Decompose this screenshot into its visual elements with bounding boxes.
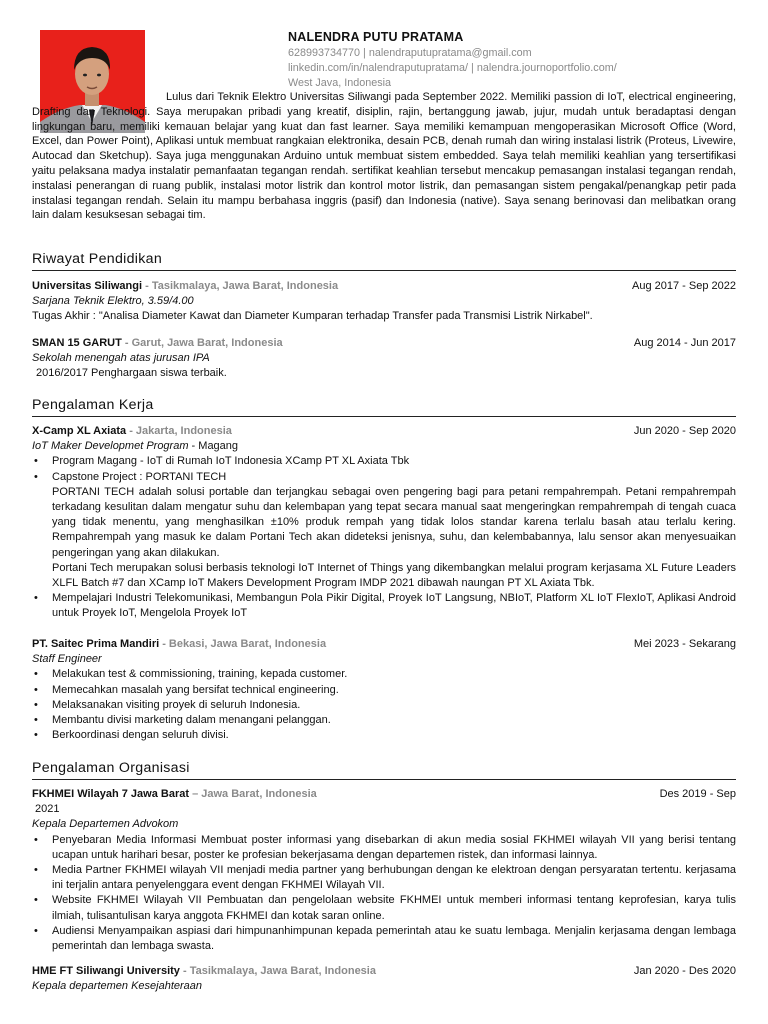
education-institution: SMAN 15 GARUT [32,337,122,349]
list-item: • Berkoordinasi dengan seluruh divisi. [52,728,736,743]
section-title-organization: Pengalaman Organisasi [32,760,736,780]
list-item: • Melakukan test & commissioning, training, kepada customer. [52,667,736,682]
education-entry [32,336,736,382]
education-location: - Tasikmalaya, Jawa Barat, Indonesia [142,280,339,292]
list-item: • Penyebaran Media Informasi Membuat poster informasi yang disebarkan di akun media sosial FKHMEI wilayah VII yang berisi tentang ucapan untuk harihari besar, poster ke profesian bekerjasama dengan departemen ristek, dan informasi lainnya. [52,833,736,863]
education-date: Aug 2017 - Sep 2022 [632,280,736,292]
list-item: • Mempelajari Industri Telekomunikasi, Membangun Pola Pikir Digital, Proyek IoT Langsung, NBIoT, Platform XL IoT FlexIoT, Aplikasi Android untuk Proyek IoT, Mengelola Proyek IoT [52,591,736,621]
organization-name: FKHMEI Wilayah 7 Jawa Barat [32,788,190,800]
work-bullets [32,454,736,621]
education-note: 2016/2017 Penghargaan siswa terbaik. [36,367,227,380]
education-institution: Universitas Siliwangi [32,280,143,292]
work-date: Mei 2023 - Sekarang [633,638,736,650]
organization-date-continued: 2021 [35,803,60,816]
work-company: X-Camp XL Axiata [32,425,127,437]
education-location: - Garut, Jawa Barat, Indonesia [121,337,283,349]
candidate-name: NALENDRA PUTU PRATAMA [288,30,464,44]
contact-location: West Java, Indonesia [288,77,392,89]
summary-intro: Lulus dari Teknik Elektro Universitas Siliwangi pada September 2022. Memiliki passion di IoT, electrical engineering, Drafting dan Teknologi. Saya merupakan pribadi yang kreatif, disiplin, rajin, bertanggung jawab, jujur, mudah untuk beradaptasi dengan lingkungan baru, memiliki kemauan belajar yang kuat dan fast learner. [32,91,736,133]
list-item: • Membantu divisi marketing dalam menangani pelanggan. [52,713,736,728]
education-degree: Sekolah menengah atas jurusan IPA [32,352,210,365]
profile-summary [32,90,736,223]
organization-entry [32,787,736,954]
contact-phone-email[interactable]: 628993734770 | nalendraputupratama@gmail.com [288,47,532,59]
list-item: • Melaksanakan visiting proyek di seluruh Indonesia. [52,698,736,713]
organization-date: Des 2019 - Sep [659,788,736,800]
capstone-program: Portani Tech merupakan solusi berbasis teknologi IoT Internet of Things yang dikembangkan melalui program kerjasama XL Future Leaders XLFL Batch #7 dan XCamp IoT Makers Development Program IMDP 2021 dibawah naungan PT XL Axiata Tbk. [52,561,736,590]
organization-role: Kepala departemen Kesejahteraan [32,980,203,993]
capstone-title: • Capstone Project : PORTANI TECH [52,470,227,483]
organization-location: – Jawa Barat, Indonesia [189,788,317,800]
work-role: Staff Engineer [32,653,102,666]
organization-name: HME FT Siliwangi University [32,965,180,977]
list-item: • Media Partner FKHMEI wilayah VII menjadi media partner yang berhubungan dengan ke elektroan dengan persyaratan tertentu. kerjasama ini terjalin antara penyelenggara event dengan FKHMEI Wilayah VII. [52,863,736,893]
organization-role: Kepala Departemen Advokom [32,818,179,831]
organization-bullets [32,833,736,955]
list-item: • Memecahkan masalah yang bersifat technical engineering. [52,683,736,698]
work-role: IoT Maker Developmet Program [32,440,189,453]
contact-links[interactable]: linkedin.com/in/nalendraputupratama/ | nalendra.journoportfolio.com/ [288,62,617,74]
organization-date: Jan 2020 - Des 2020 [633,965,736,977]
education-note: Tugas Akhir : "Analisa Diameter Kawat dan Diameter Kumparan terhadap Transfer pada Transmisi Listrik Nirkabel". [32,310,593,323]
organization-entry [32,964,736,994]
work-bullets [32,667,736,743]
organization-location: - Tasikmalaya, Jawa Barat, Indonesia [179,965,376,977]
work-entry [32,424,736,622]
summary-skills: Saya memiliki kemampuan mengoperasikan Microsoft Office (Word, Excel, dan Power Point), Aplikasi untuk membuat rangkaian elektronika, desain PCB, denah rumah dan wiring instalasi listrik (Proteus, Livewire, Autocad dan Sketchup). Saya juga menggunakan Arduino untuk membuat sistem embedded. Saya telah memiliki keahlian yang tersertifikasi yaitu pelaksana madya instalatir pemanfaatan tegangan rendah. sertifikat keahlian tersebut mencakup pemasangan instalasi tegangan rendah, instalasi penerangan di ruang publik, instalasi motor listrik dan kontrol motor listrik, dan pemasangan sistem pengakal/penangkap petir pada instalasi tegangan rendah. Selain itu mampu berbahasa inggris (pasif) dan Indonesia (native). Saya senang berinovasi dan melibatkan orang lain dalam kesuksesan sebagai tim. [32,120,736,222]
education-date: Aug 2014 - Jun 2017 [633,337,736,349]
education-degree: Sarjana Teknik Elektro, 3.59/4.00 [32,295,194,308]
section-title-work: Pengalaman Kerja [32,397,736,417]
list-item [52,470,736,592]
list-item: • Program Magang - IoT di Rumah IoT Indonesia XCamp PT XL Axiata Tbk [52,454,736,469]
work-date: Jun 2020 - Sep 2020 [633,425,736,437]
capstone-description: PORTANI TECH adalah solusi portable dan terjangkau sebagai oven pengering bagi para petani rempahrempah. Petani rempahrempah terkadang kesulitan dalam mengatur suhu dan kelembapan yang tepat secara manual saat mengeringkan rempahrempah di tengah cuaca yang tidak menentu, yang menghasilkan ±10% produk rempah yang tidak lolos standar karena terlalu basah atau terlalu kering. Rempahrempah yang masuk ke dalam Portani Tech akan dideteksi jenisnya, suhu, dan kelembabannya, lalu sensor akan menyesuaikan pengeringan yang akan dilakukan. [52,485,736,559]
list-item: • Website FKHMEI Wilayah VII Pembuatan dan pengelolaan website FKHMEI untuk memberi informasi tentang keprofesian, karya tulis ilmiah, tulisantulisan karya anggota FKHMEI dan kotak saran online. [52,893,736,923]
work-location: - Bekasi, Jawa Barat, Indonesia [159,638,327,650]
work-location: - Jakarta, Indonesia [126,425,232,437]
work-company: PT. Saitec Prima Mandiri [32,638,160,650]
list-item: • Audiensi Menyampaikan aspiasi dari himpunanhimpunan kepada pemerintah atau ke suatu lembaga. Menjalin kerjasama dengan lembaga pemerintah dan lembaga swasta. [52,924,736,954]
section-title-education: Riwayat Pendidikan [32,251,736,271]
education-entry [32,279,736,325]
work-entry [32,637,736,743]
work-role-type: - Magang [188,440,239,453]
